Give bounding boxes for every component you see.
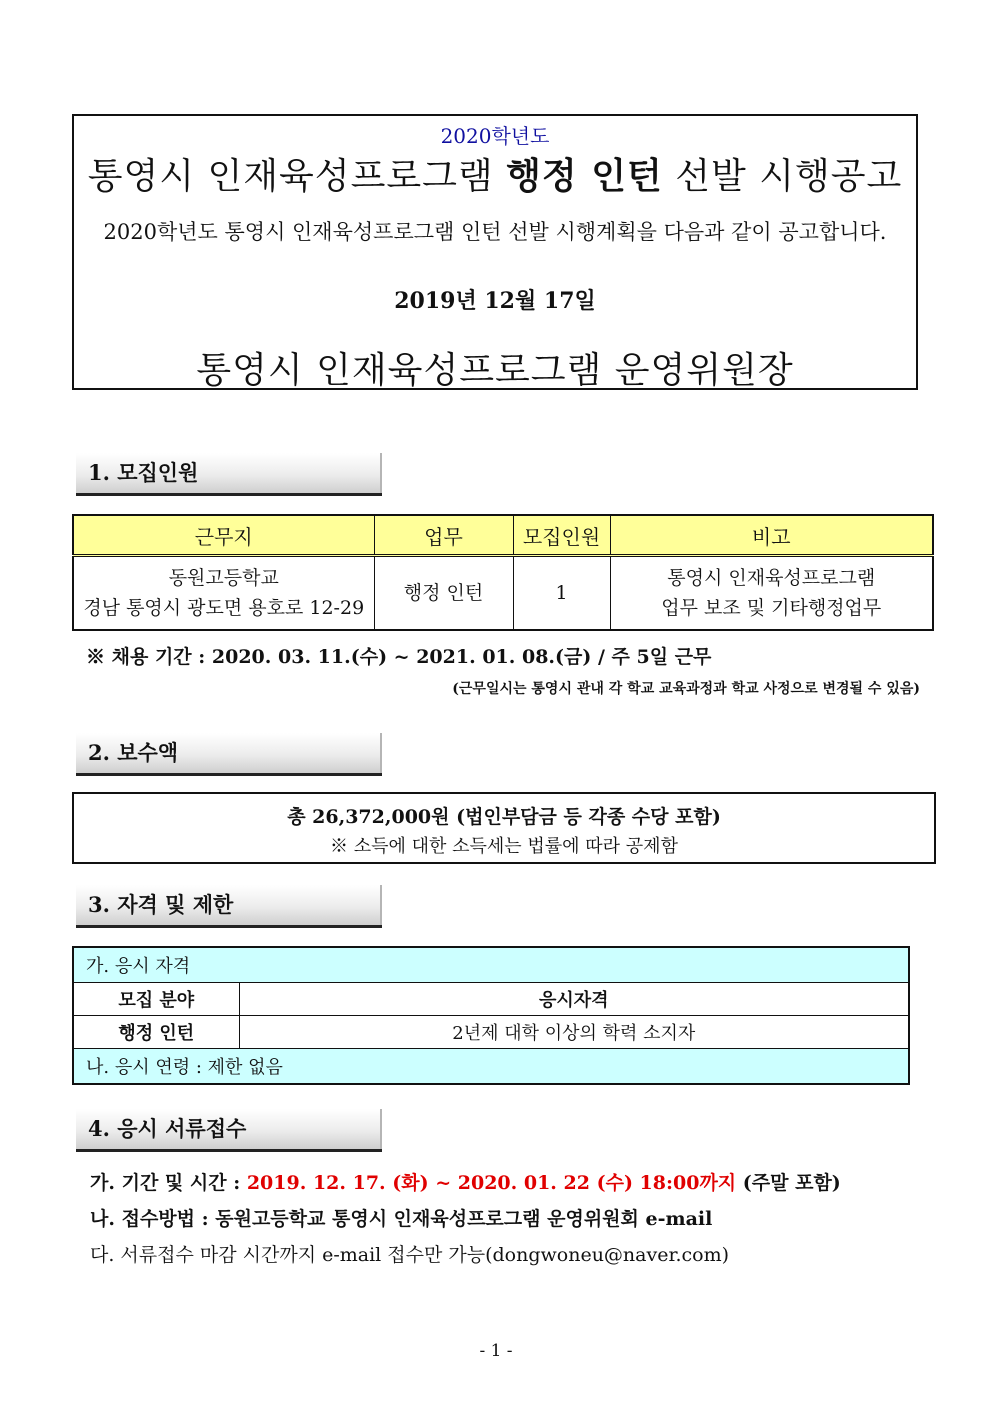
notice-organization: 통영시 인재육성프로그램 운영위원장 [196,350,794,391]
qualification-label-row [73,947,909,983]
notice-header-box [72,114,918,390]
cell-duty: 행정 인턴 [374,556,513,631]
location-address: 경남 통영시 광도면 용호로 12-29 [83,597,365,619]
table-row [73,556,933,631]
application-period [90,1168,841,1195]
table-header-row [73,515,933,556]
salary-box [72,792,936,864]
employment-period-note: ※ 채용 기간 : 2020. 03. 11.(수) ~ 2021. 01. 08.(금) / 주 5일 근무 [86,646,712,668]
col-header-count: 모집인원 [513,515,610,556]
notice-year: 2020학년도 [440,124,550,148]
notice-date: 2019년 12월 17일 [394,288,596,314]
title-part-2: 선발 시행공고 [662,156,903,197]
cell-field: 행정 인턴 [73,1016,239,1049]
col-header-qualification: 응시자격 [239,983,909,1016]
remark-line-2: 업무 보조 및 기타행정업무 [661,597,882,619]
qualification-header-row [73,983,909,1016]
period-suffix: (주말 포함) [736,1172,841,1194]
cell-location [73,556,374,631]
section-heading-qualification: 3. 자격 및 제한 [76,885,382,925]
qualification-label: 가. 응시 자격 [73,947,909,983]
col-header-field: 모집 분야 [73,983,239,1016]
title-part-1: 통영시 인재육성프로그램 [87,156,507,197]
location-school: 동원고등학교 [168,567,279,589]
cell-qualification: 2년제 대학 이상의 학력 소지자 [239,1016,909,1049]
cell-remark [610,556,933,631]
period-value: 2019. 12. 17. (화) ~ 2020. 01. 22 (수) 18:00까지 [246,1172,737,1194]
recruitment-table [72,514,934,631]
page-number: - 1 - [479,1341,513,1361]
period-label: 가. 기간 및 시간 : [90,1172,247,1194]
age-limit-row [73,1049,909,1085]
salary-tax-note: ※ 소득에 대한 소득세는 법률에 따라 공제함 [330,836,678,857]
section-heading-recruitment: 1. 모집인원 [76,453,382,493]
remark-line-1: 통영시 인재육성프로그램 [667,567,876,589]
salary-amount: 총 26,372,000원 (법인부담금 등 각종 수당 포함) [287,806,721,828]
col-header-location: 근무지 [73,515,374,556]
notice-subtitle: 2020학년도 통영시 인재육성프로그램 인턴 선발 시행계획을 다음과 같이 공고합니다. [103,220,887,244]
qualification-table [72,946,910,1085]
application-method: 나. 접수방법 : 동원고등학교 통영시 인재육성프로그램 운영위원회 e-mail [90,1208,713,1230]
col-header-remark: 비고 [610,515,933,556]
application-deadline-note: 다. 서류접수 마감 시간까지 e-mail 접수만 가능(dongwoneu@naver.com) [90,1244,730,1266]
cell-count: 1 [513,556,610,631]
notice-title [74,148,916,199]
section-heading-application: 4. 응시 서류접수 [76,1109,382,1149]
section-heading-salary: 2. 보수액 [76,733,382,773]
title-part-bold: 행정 인턴 [506,155,663,197]
col-header-duty: 업무 [374,515,513,556]
age-limit: 나. 응시 연령 : 제한 없음 [73,1049,909,1085]
schedule-change-note: (근무일시는 통영시 관내 각 학교 교육과정과 학교 사정으로 변경될 수 있음) [452,681,920,697]
table-row [73,1016,909,1049]
